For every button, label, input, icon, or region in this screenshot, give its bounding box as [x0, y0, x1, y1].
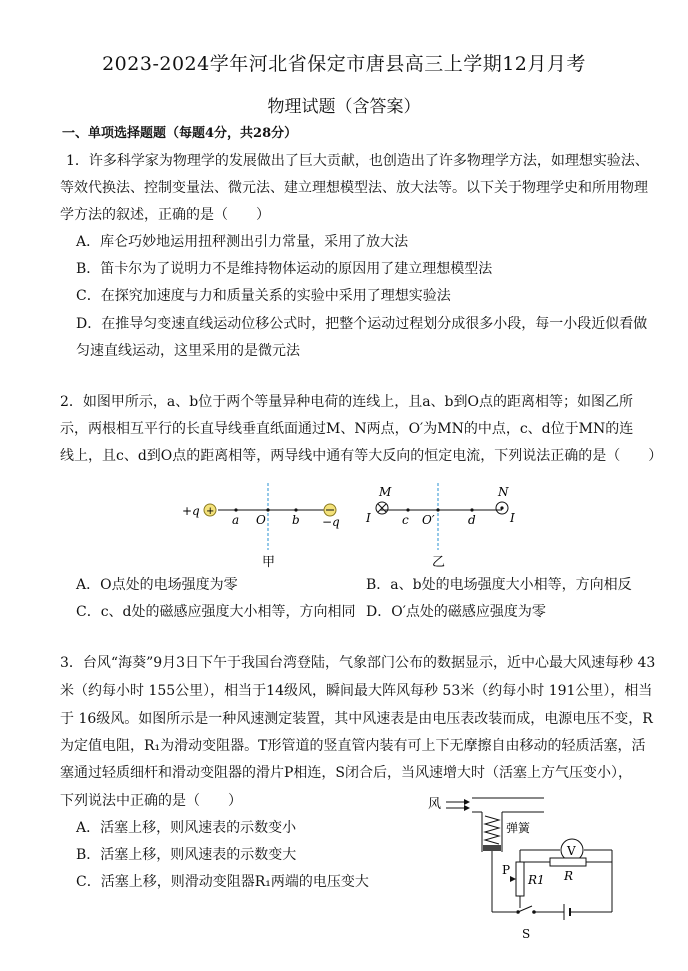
q2-option-a: A．O点处的电场强度为零 [76, 577, 238, 593]
label-b: b [292, 513, 300, 527]
q3-line-5: 塞通过轻质细杆和滑动变阻器的滑片P相连，S闭合后，当风速增大时（活塞上方气压变小）， [60, 765, 633, 781]
q3-figure [424, 790, 624, 965]
label-R: R [564, 869, 574, 883]
label-M: M [379, 485, 392, 499]
label-I-right: I [510, 511, 515, 525]
q1-line-3: 学方法的叙述，正确的是（ ） [60, 207, 270, 223]
q1-option-c: C．在探究加速度与力和质量关系的实验中采用了理想实验法 [76, 288, 451, 304]
svg-text:+: + [206, 506, 215, 517]
document-title: 2023-2024学年河北省保定市唐县高三上学期12月月考 [102, 53, 586, 75]
label-I-left: I [366, 511, 371, 525]
q2-line-1: 2．如图甲所示，a、b位于两个等量异种电荷的连线上，且a、b到O点的距离相等；如图乙所 [60, 394, 633, 410]
label-spring: 弹簧 [506, 821, 531, 835]
label-V: V [567, 844, 576, 858]
label-wind: 风 [428, 797, 442, 812]
section-heading: 一、单项选择题题（每题4分，共28分） [62, 126, 298, 141]
q3-line-4: 为定值电阻，R₁为滑动变阻器。T形管道的竖直管内装有可上下无摩擦自由移动的轻质活塞，活 [60, 738, 646, 754]
label-a: a [232, 513, 240, 527]
q1-option-d-cont: 匀速直线运动，这里采用的是微元法 [76, 343, 300, 359]
q1-option-b: B．笛卡尔为了说明力不是维持物体运动的原因用了建立理想模型法 [76, 261, 493, 277]
q3-option-a: A．活塞上移，则风速表的示数变小 [76, 820, 297, 836]
q2-option-c: C．c、d处的磁感应强度大小相等，方向相同 [76, 604, 356, 620]
document-subtitle: 物理试题（含答案） [267, 97, 421, 117]
q3-line-1: 3．台风“海葵”9月3日下午于我国台湾登陆，气象部门公布的数据显示，近中心最大风速每秒 43 [60, 655, 656, 671]
label-S: S [522, 927, 531, 941]
q1-line-1: 1．许多科学家为物理学的发展做出了巨大贡献，也创造出了许多物理学方法，如理想实验法、 [66, 153, 649, 169]
q2-option-d: D．O′点处的磁感应强度为零 [366, 604, 546, 620]
label-P: P [502, 863, 511, 877]
q3-line-3: 于 16级风。如图所示是一种风速测定装置，其中风速表是由电压表改装而成，电源电压不变，R [60, 711, 653, 727]
q3-line-2: 米（约每小时 155公里），相当于14级风，瞬间最大阵风每秒 53米（约每小时 191公里），相当 [60, 683, 653, 699]
q1-option-a: A．库仑巧妙地运用扭秤测出引力常量，采用了放大法 [76, 234, 409, 250]
label-O: O [256, 513, 266, 527]
q2-line-3: 线上，且c、d到O点的距离相等，两导线中通有等大反向的恒定电流，下列说法正确的是（ ） [60, 448, 663, 464]
q2-option-b: B．a、b处的电场强度大小相等，方向相反 [366, 577, 632, 593]
q1-option-d: D．在推导匀变速直线运动位移公式时，把整个运动过程划分成很多小段，每一小段近似看做 [76, 316, 648, 332]
caption-yi: 乙 [432, 555, 446, 570]
q1-line-2: 等效代换法、控制变量法、微元法、建立理想模型法、放大法等。以下关于物理学史和所用物理 [60, 180, 648, 196]
label-c: c [402, 513, 409, 527]
label-O-prime: O′ [422, 513, 435, 527]
label-minus-q: −q [322, 515, 340, 529]
q3-option-b: B．活塞上移，则风速表的示数变大 [76, 847, 297, 863]
label-R1: R1 [528, 873, 545, 887]
label-plus-q: +q [182, 504, 200, 518]
q2-figure [176, 478, 536, 570]
label-N: N [498, 485, 509, 499]
q2-line-2: 示，两根相互平行的长直导线垂直纸面通过M、N两点，O′为MN的中点，c、d位于MN的连 [60, 421, 634, 437]
caption-jia: 甲 [262, 555, 276, 570]
label-d: d [468, 513, 476, 527]
q3-line-6: 下列说法中正确的是（ ） [60, 793, 242, 809]
q3-option-c: C．活塞上移，则滑动变阻器R₁两端的电压变大 [76, 874, 369, 890]
